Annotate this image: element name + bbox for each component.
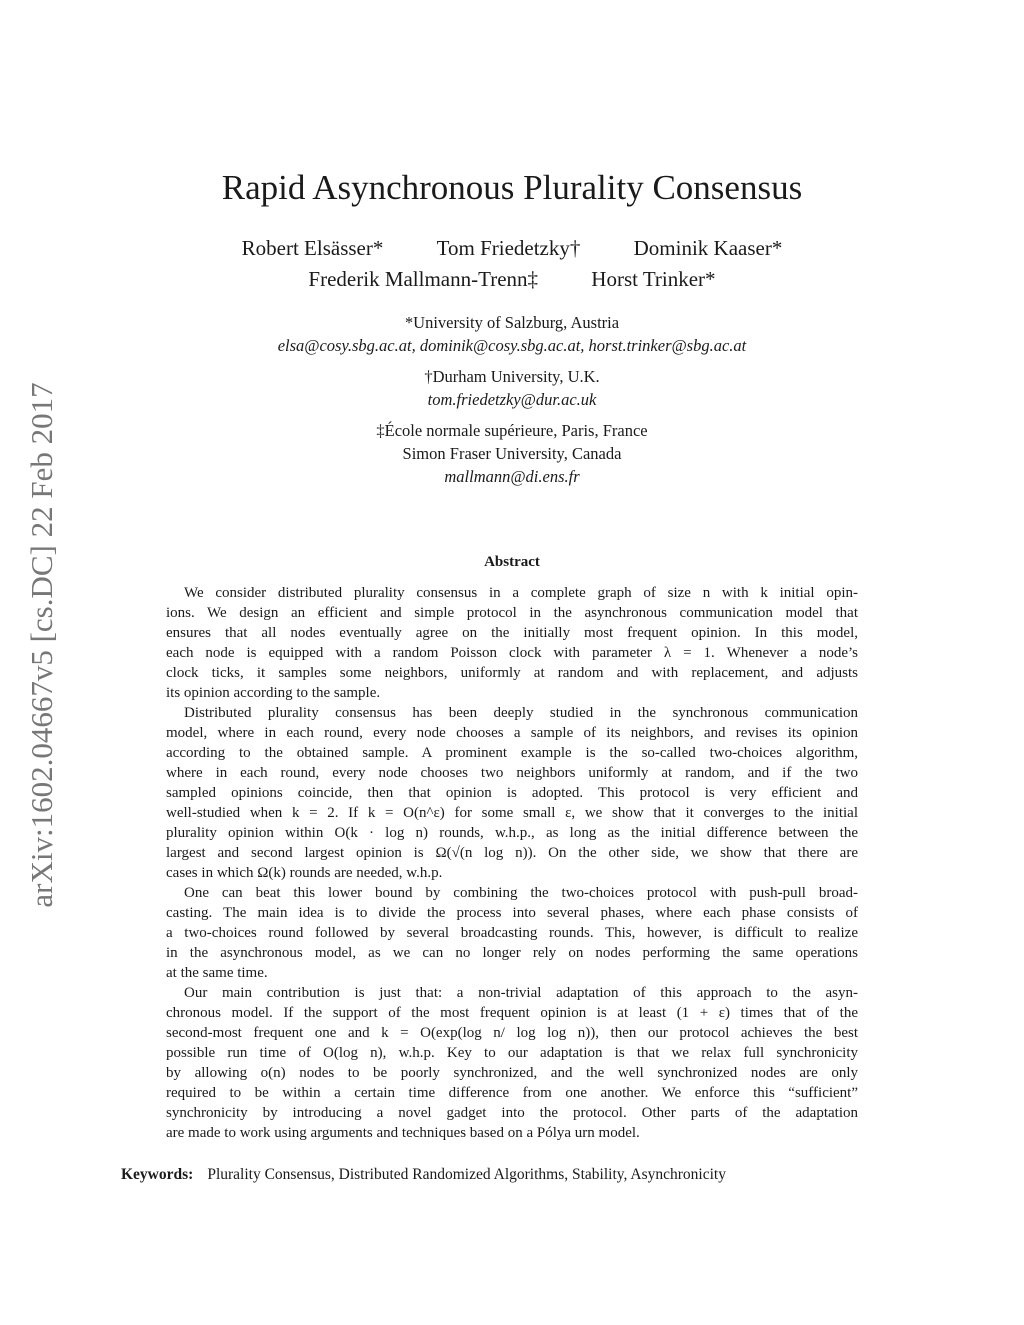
- abstract-line: chronous model. If the support of the most frequent opinion is at least (1 + ε) times that of the: [166, 1005, 858, 1021]
- author: Tom Friedetzky†: [436, 236, 581, 260]
- abstract-line: in the asynchronous model, as we can no longer rely on nodes performing the same operations: [166, 945, 858, 961]
- abstract-line: cases in which Ω(k) rounds are needed, w.h.p.: [166, 865, 443, 881]
- abstract-line: at the same time.: [166, 965, 268, 981]
- abstract-line: its opinion according to the sample.: [166, 685, 381, 701]
- abstract-line: Distributed plurality consensus has been deeply studied in the synchronous communication: [184, 705, 858, 721]
- abstract-line: Our main contribution is just that: a non-trivial adaptation of this approach to the asyn-: [184, 985, 858, 1001]
- author: Robert Elsässer*: [241, 236, 384, 260]
- affiliation: ‡École normale supérieure, Paris, France: [376, 421, 648, 440]
- abstract-line: possible run time of O(log n), w.h.p. Key to our adaptation is that we relax full synchronicity: [166, 1045, 858, 1061]
- abstract-line: second-most frequent one and k = O(exp(log n/ log log n)), then our protocol achieves the best: [166, 1025, 858, 1041]
- abstract-line: required to be within a certain time difference from one another. We enforce this “sufficient”: [166, 1085, 858, 1101]
- author: Horst Trinker*: [591, 267, 716, 291]
- abstract-line: according to the obtained sample. A prominent example is the so-called two-choices algorithm,: [166, 745, 858, 761]
- email: mallmann@di.ens.fr: [444, 467, 580, 486]
- keywords-label: Keywords:: [121, 1166, 194, 1183]
- keywords: [121, 1166, 726, 1184]
- abstract-line: ions. We design an efficient and simple protocol in the asynchronous communication model that: [166, 605, 858, 621]
- abstract-line: synchronicity by introducing a novel gadget into the protocol. Other parts of the adaptation: [166, 1105, 858, 1121]
- abstract-line: sampled opinions coincide, then that opinion is adopted. This protocol is very efficient and: [166, 785, 858, 801]
- abstract-line: clock ticks, it samples some neighbors, uniformly at random and with replacement, and adjusts: [166, 665, 858, 681]
- abstract-line: well-studied when k = 2. If k = O(n^ε) for some small ε, we show that it converges to the initial: [166, 805, 858, 821]
- abstract-line: plurality opinion within O(k · log n) rounds, w.h.p., as long as the initial difference between the: [166, 825, 858, 841]
- affiliation: *University of Salzburg, Austria: [404, 313, 620, 332]
- abstract-line: ensures that all nodes eventually agree on the initially most frequent opinion. In this model,: [166, 625, 858, 641]
- abstract-line: We consider distributed plurality consensus in a complete graph of size n with k initial opin-: [184, 585, 858, 601]
- affiliation: †Durham University, U.K.: [424, 367, 600, 386]
- abstract-line: are made to work using arguments and techniques based on a Pólya urn model.: [166, 1125, 640, 1141]
- abstract-line: by allowing o(n) nodes to be poorly synchronized, and the well synchronized nodes are only: [166, 1065, 858, 1081]
- affiliation: Simon Fraser University, Canada: [402, 444, 622, 463]
- abstract-heading: Abstract: [484, 554, 540, 570]
- abstract-line: One can beat this lower bound by combining the two-choices protocol with push-pull broad-: [184, 885, 858, 901]
- keywords-list: Plurality Consensus, Distributed Randomized Algorithms, Stability, Asynchronicity: [207, 1166, 726, 1183]
- author: Frederik Mallmann-Trenn‡: [308, 267, 539, 291]
- authors-row-2: [0, 267, 1024, 292]
- abstract-line: a two-choices round followed by several broadcasting rounds. This, however, is difficult to realize: [166, 925, 858, 941]
- abstract-line: where in each round, every node chooses two neighbors uniformly at random, and if the two: [166, 765, 858, 781]
- authors-row-1: [0, 236, 1024, 261]
- email: tom.friedetzky@dur.ac.uk: [427, 390, 597, 409]
- author: Dominik Kaaser*: [633, 236, 783, 260]
- paper-title: Rapid Asynchronous Plurality Consensus: [221, 168, 803, 207]
- abstract-line: model, where in each round, every node chooses a sample of its neighbors, and revises its opinion: [166, 725, 858, 741]
- email: elsa@cosy.sbg.ac.at, dominik@cosy.sbg.ac.at, horst.trinker@sbg.ac.at: [277, 336, 747, 355]
- arxiv-identifier: arXiv:1602.04667v5 [cs.DC] 22 Feb 2017: [24, 382, 59, 908]
- abstract-line: casting. The main idea is to divide the process into several phases, where each phase consists of: [166, 905, 858, 921]
- abstract-line: largest and second largest opinion is Ω(√(n log n)). On the other side, we show that there are: [166, 845, 858, 861]
- abstract-line: each node is equipped with a random Poisson clock with parameter λ = 1. Whenever a node’s: [166, 645, 858, 661]
